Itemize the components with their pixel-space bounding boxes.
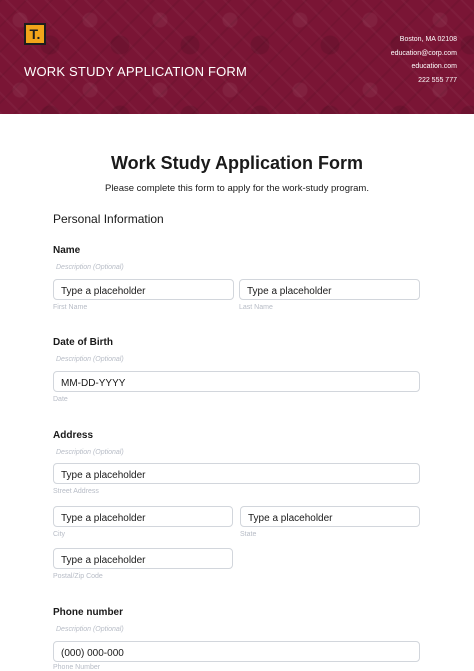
zip-code-sublabel: Postal/Zip Code	[53, 573, 103, 580]
first-name-input[interactable]: Type a placeholder	[53, 279, 234, 300]
dob-sublabel: Date	[53, 396, 68, 403]
address-description: Description (Optional)	[56, 449, 124, 456]
phone-label: Phone number	[53, 607, 124, 618]
state-sublabel: State	[240, 531, 257, 538]
address-label: Address	[53, 430, 94, 441]
name-label: Name	[53, 245, 81, 256]
contact-address: Boston, MA 02108	[399, 36, 457, 43]
phone-input[interactable]: (000) 000-000	[53, 641, 420, 662]
contact-phone: 222 555 777	[418, 76, 457, 84]
logo-letter: T.	[29, 26, 41, 42]
dob-description: Description (Optional)	[56, 356, 124, 363]
section-title: Personal Information	[53, 212, 164, 226]
form-subtitle: Please complete this form to apply for the work-study program.	[104, 183, 369, 194]
last-name-input[interactable]: Type a placeholder	[239, 279, 420, 300]
city-input[interactable]: Type a placeholder	[53, 506, 233, 527]
city-sublabel: City	[53, 531, 66, 538]
dob-label: Date of Birth	[53, 337, 113, 348]
page-header	[0, 0, 474, 114]
company-logo	[24, 23, 46, 45]
last-name-sublabel: Last Name	[239, 304, 273, 311]
first-name-sublabel: First Name	[53, 304, 88, 311]
phone-description: Description (Optional)	[56, 626, 124, 633]
zip-code-input[interactable]: Type a placeholder	[53, 548, 233, 569]
phone-sublabel: Phone Number	[53, 664, 101, 671]
contact-website[interactable]: education.com	[411, 63, 457, 70]
contact-info	[317, 33, 457, 87]
name-description: Description (Optional)	[56, 264, 124, 271]
form-title: Work Study Application Form	[110, 153, 363, 173]
street-address-input[interactable]: Type a placeholder	[53, 463, 420, 484]
state-input[interactable]: Type a placeholder	[240, 506, 420, 527]
dob-input[interactable]: MM-DD-YYYY	[53, 371, 420, 392]
header-title: WORK STUDY APPLICATION FORM	[24, 64, 248, 79]
street-address-sublabel: Street Address	[53, 488, 99, 495]
contact-email[interactable]: education@corp.com	[390, 49, 457, 57]
